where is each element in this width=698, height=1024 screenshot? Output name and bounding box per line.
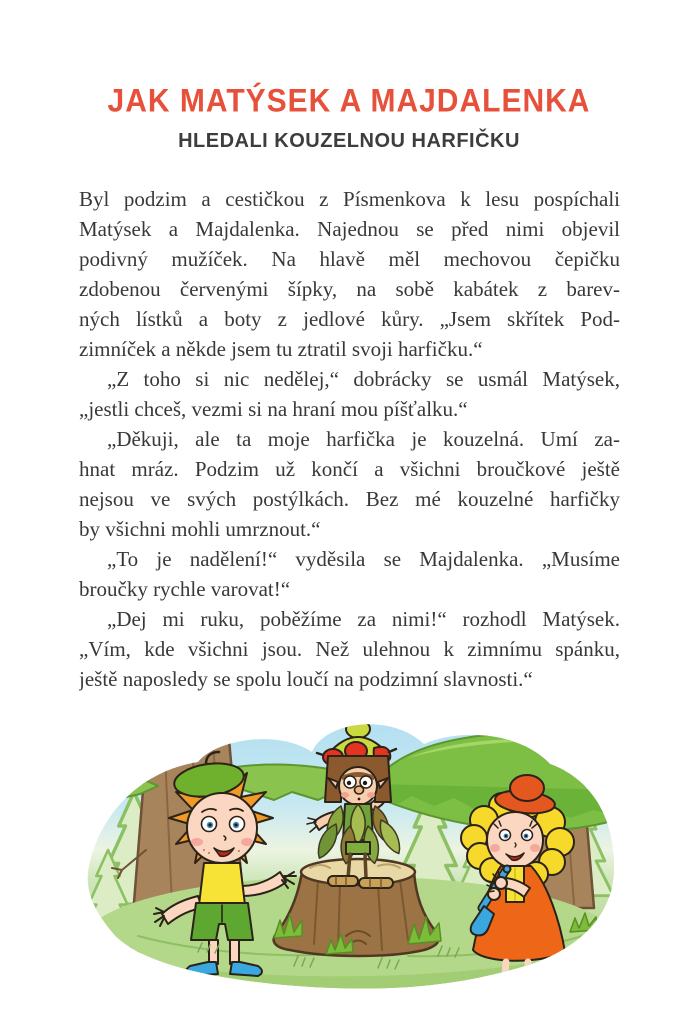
boy-leg-right bbox=[230, 940, 239, 964]
story-line: broučky rychle varovat!“ bbox=[79, 577, 291, 601]
story-line: „Dej mi ruku, poběžíme za nimi!“ rozhodl Matýsek. bbox=[107, 607, 620, 631]
girl-hand-left bbox=[488, 888, 500, 900]
story-line: Matýsek a Majdalenka. Najednou se před nimi objevil bbox=[79, 217, 620, 241]
story-line: ných lístků a boty z jedlové kůry. „Jsem skřítek Pod- bbox=[79, 307, 620, 331]
girl-leg-left bbox=[504, 962, 506, 986]
forest-scene bbox=[78, 700, 622, 1000]
boy-leg-left bbox=[209, 940, 218, 964]
story-line: by všichni mohli umrznout.“ bbox=[79, 517, 321, 541]
sprite-boot-right bbox=[359, 878, 393, 888]
girl-hat-crown bbox=[510, 775, 544, 801]
girl-shoe-left bbox=[480, 981, 510, 994]
sprite-cap-knob bbox=[346, 720, 370, 738]
story-line: „To je nadělení!“ vyděsila se Majdalenka. „Musíme bbox=[107, 547, 620, 571]
story-line: „Děkuji, ale ta moje harfička je kouzelná. Umí za- bbox=[107, 427, 620, 451]
story-line: „Z toho si nic nedělej,“ dobrácky se usmál Matýsek, bbox=[107, 367, 620, 391]
page-subtitle: HLEDALI KOUZELNOU HARFIČKU bbox=[178, 130, 520, 152]
story-text bbox=[79, 184, 620, 694]
boy-shirt bbox=[199, 863, 245, 905]
story-line: zimníček a někde jsem tu ztratil svoji harfičku.“ bbox=[79, 337, 483, 361]
story-line: podivný mužíček. Na hlavě měl mechovou čepičku bbox=[79, 247, 620, 271]
sprite-shorts bbox=[346, 842, 370, 854]
story-line: Byl podzim a cestičkou z Písmenkova k lesu pospíchali bbox=[79, 187, 620, 211]
sprite-boot-left bbox=[328, 876, 358, 886]
story-line: „jestli chceš, vezmi si na hraní mou píšťalku.“ bbox=[79, 397, 468, 421]
story-illustration bbox=[78, 700, 622, 1000]
story-line: ještě naposledy se spolu loučí na podzimní slavnosti.“ bbox=[79, 667, 533, 691]
story-line: zdobenou červenými šípky, na sobě kabátek z barev- bbox=[79, 277, 620, 301]
story-line: nejsou ve svých postýlkách. Bez mé kouzelné harfičky bbox=[79, 487, 620, 511]
girl-shoe-right bbox=[504, 983, 534, 996]
page-title: JAK MATÝSEK A MAJDALENKA bbox=[107, 83, 591, 120]
story-line: hnat mráz. Podzim už končí a všichni broučkové ještě bbox=[79, 457, 620, 481]
sprite-nose bbox=[355, 786, 364, 794]
story-line: „Vím, kde všichni jsou. Než ulehnou k zimnímu spánku, bbox=[79, 637, 620, 661]
